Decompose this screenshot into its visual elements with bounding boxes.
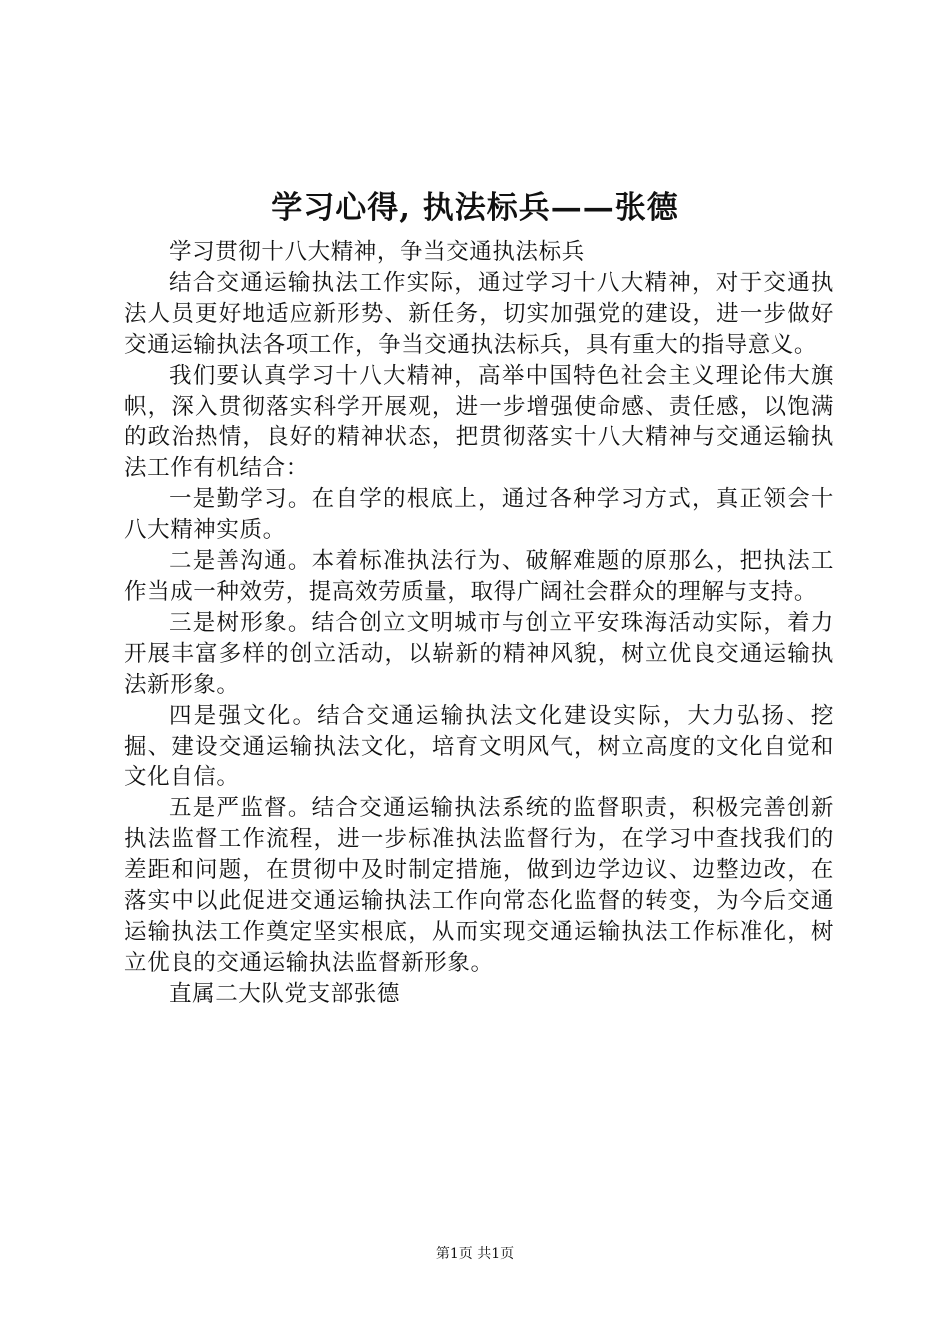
document-title: 学习心得, 执法标兵——张德 — [271, 190, 679, 226]
paragraph-requirement: 我们要认真学习十八大精神，高举中国特色社会主义理论伟大旗帜，深入贯彻落实科学开展观，进一步增强使命感、责任感，以饱满的政治热情，良好的精神状态，把贯彻落实十八大精神与交通运输执法工作有机结合： — [124, 362, 834, 482]
paragraph-point-1: 一是勤学习。在自学的根底上，通过各种学习方式，真正领会十八大精神实质。 — [124, 486, 834, 544]
page-footer: 第1页 共1页 — [435, 1246, 515, 1262]
paragraph-point-2: 二是善沟通。本着标准执法行为、破解难题的原那么，把执法工作当成一种效劳，提高效劳质量，取得广阔社会群众的理解与支持。 — [124, 548, 834, 605]
document-body — [124, 237, 834, 1010]
paragraph-subtitle: 学习贯彻十八大精神，争当交通执法标兵 — [169, 239, 585, 265]
paragraph-signature: 直属二大队党支部张德 — [169, 980, 401, 1007]
paragraph-point-4: 四是强文化。结合交通运输执法文化建设实际，大力弘扬、挖掘、建设交通运输执法文化，培育文明风气，树立高度的文化自觉和文化自信。 — [124, 702, 834, 791]
paragraph-point-3: 三是树形象。结合创立文明城市与创立平安珠海活动实际，着力开展丰富多样的创立活动，以崭新的精神风貌，树立优良交通运输执法新形象。 — [124, 609, 834, 698]
paragraph-intro: 结合交通运输执法工作实际，通过学习十八大精神，对于交通执法人员更好地适应新形势、新任务，切实加强党的建设，进一步做好交通运输执法各项工作，争当交通执法标兵，具有重大的指导意义。 — [124, 269, 834, 358]
paragraph-point-5: 五是严监督。结合交通运输执法系统的监督职责，积极完善创新执法监督工作流程，进一步标准执法监督行为，在学习中查找我们的差距和问题，在贯彻中及时制定措施，做到边学边议、边整边改，在落实中以此促进交通运输执法工作向常态化监督的转变，为今后交通运输执法工作奠定坚实根底，从而实现交通运输执法工作标准化，树立优良的交通运输执法监督新形象。 — [124, 795, 834, 976]
